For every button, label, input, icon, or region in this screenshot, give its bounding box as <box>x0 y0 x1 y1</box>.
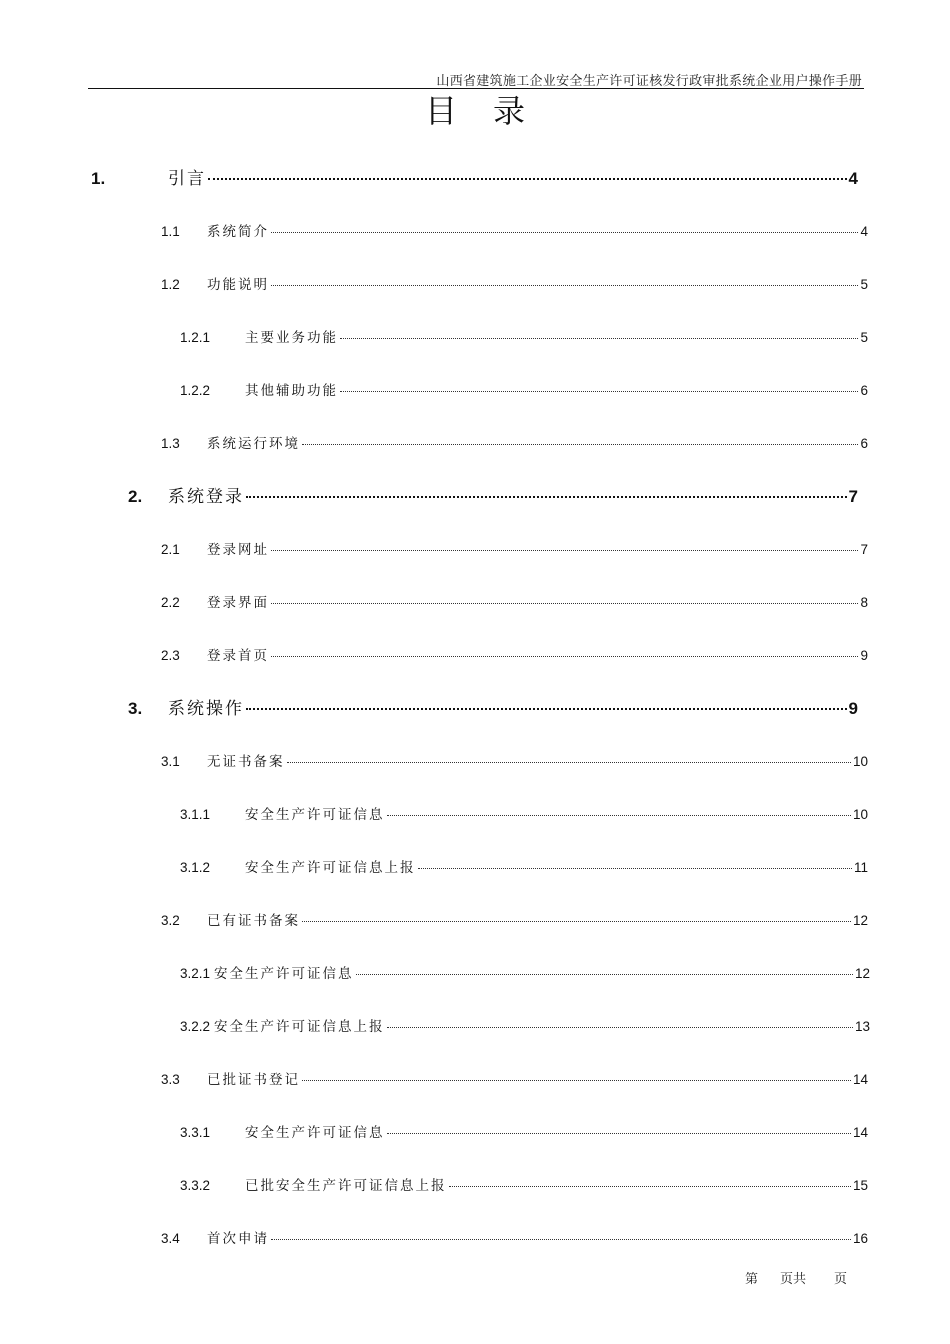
toc-entry-number: 2. <box>128 487 143 506</box>
header-title: 山西省建筑施工企业安全生产许可证核发行政审批系统企业用户操作手册 <box>436 74 862 89</box>
toc-entry-title: 主要业务功能 <box>245 330 338 346</box>
toc-entry[interactable] <box>180 1121 868 1141</box>
toc-dot-leader <box>271 603 858 604</box>
toc-entry-page: 8 <box>860 595 868 610</box>
toc-entry[interactable] <box>91 164 858 189</box>
toc-entry-number: 1.2 <box>161 277 180 292</box>
toc-entry-number: 1.2.2 <box>180 383 211 398</box>
toc-entry-title: 系统操作 <box>168 699 244 719</box>
toc-dot-leader <box>449 1186 851 1187</box>
toc-entry[interactable] <box>161 591 868 611</box>
toc-entry-page: 16 <box>852 1231 868 1246</box>
toc-entry-number: 3.4 <box>161 1231 180 1246</box>
toc-entry-page: 14 <box>852 1125 868 1140</box>
toc-entry[interactable] <box>180 379 868 399</box>
toc-entry[interactable] <box>161 432 868 452</box>
toc-dot-leader <box>246 708 847 710</box>
toc-entry-title: 已有证书备案 <box>207 913 300 929</box>
toc-dot-leader <box>387 1027 853 1028</box>
toc-entry[interactable] <box>180 962 870 982</box>
toc-entry[interactable] <box>180 803 868 823</box>
toc-entry-page: 4 <box>860 224 868 239</box>
toc-dot-leader <box>271 285 858 286</box>
toc-entry-title: 安全生产许可证信息 <box>214 966 354 982</box>
toc-entry-page: 10 <box>852 754 868 769</box>
toc-dot-leader <box>340 338 858 339</box>
toc-entry-page: 5 <box>860 330 868 345</box>
toc-entry[interactable] <box>128 694 858 719</box>
toc-entry-page: 7 <box>848 487 858 506</box>
toc-entry-page: 15 <box>852 1178 868 1193</box>
toc-entry-number: 1. <box>91 169 106 188</box>
page-footer <box>745 1268 847 1287</box>
footer-middle: 页共 <box>780 1272 807 1287</box>
toc-entry-number: 2.2 <box>161 595 180 610</box>
toc-entry[interactable] <box>180 1015 870 1035</box>
toc-dot-leader <box>208 178 847 180</box>
toc-entry-number: 3.1.1 <box>180 807 211 822</box>
toc-entry[interactable] <box>161 644 868 664</box>
toc-entry[interactable] <box>161 1227 868 1247</box>
toc-entry[interactable] <box>161 1068 868 1088</box>
toc-entry-number: 3.1.2 <box>180 860 211 875</box>
toc-entry-number: 3.2.1 <box>180 966 211 981</box>
toc-dot-leader <box>246 496 847 498</box>
toc-entry[interactable] <box>180 326 868 346</box>
toc-entry-page: 9 <box>848 699 858 718</box>
toc-entry-page: 4 <box>848 169 858 188</box>
toc-entry[interactable] <box>128 482 858 507</box>
toc-entry-title: 安全生产许可证信息上报 <box>245 860 416 876</box>
toc-dot-leader <box>302 1080 851 1081</box>
toc-entry-page: 6 <box>860 436 868 451</box>
footer-prefix: 第 <box>745 1272 759 1287</box>
toc-entry-title: 登录首页 <box>207 648 269 664</box>
toc-entry-page: 6 <box>860 383 868 398</box>
toc-entry-number: 2.1 <box>161 542 180 557</box>
toc-dot-leader <box>271 232 858 233</box>
toc-dot-leader <box>271 550 858 551</box>
toc-entry-title: 登录界面 <box>207 595 269 611</box>
toc-dot-leader <box>287 762 851 763</box>
toc-entry-title: 其他辅助功能 <box>245 383 338 399</box>
toc-entry-number: 1.1 <box>161 224 180 239</box>
toc-entry[interactable] <box>161 220 868 240</box>
toc-entry-page: 12 <box>854 966 870 981</box>
toc-entry-number: 3.1 <box>161 754 180 769</box>
toc-entry-number: 3.3.1 <box>180 1125 211 1140</box>
toc-entry-number: 3.3 <box>161 1072 180 1087</box>
toc-entry-title: 无证书备案 <box>207 754 285 770</box>
toc-entry[interactable] <box>161 538 868 558</box>
toc-dot-leader <box>302 921 851 922</box>
toc-entry-number: 3. <box>128 699 143 718</box>
toc-entry-number: 1.3 <box>161 436 180 451</box>
toc-entry-page: 13 <box>854 1019 870 1034</box>
toc-entry-title: 系统运行环境 <box>207 436 300 452</box>
toc-entry-number: 2.3 <box>161 648 180 663</box>
toc-entry-title: 系统简介 <box>207 224 269 240</box>
toc-entry-number: 3.2.2 <box>180 1019 211 1034</box>
toc-entry-number: 1.2.1 <box>180 330 211 345</box>
toc-dot-leader <box>340 391 858 392</box>
toc-entry-number: 3.3.2 <box>180 1178 211 1193</box>
toc-entry[interactable] <box>180 856 868 876</box>
toc-entry-page: 12 <box>852 913 868 928</box>
toc-entry-page: 5 <box>860 277 868 292</box>
toc-entry-title: 系统登录 <box>168 487 244 507</box>
toc-entry-title: 安全生产许可证信息 <box>245 1125 385 1141</box>
toc-entry-page: 10 <box>852 807 868 822</box>
toc-entry-title: 安全生产许可证信息 <box>245 807 385 823</box>
toc-entry[interactable] <box>180 1174 868 1194</box>
toc-entry-title: 已批证书登记 <box>207 1072 300 1088</box>
toc-entry-number: 3.2 <box>161 913 180 928</box>
toc-entry-page: 9 <box>860 648 868 663</box>
toc-dot-leader <box>387 1133 851 1134</box>
toc-entry[interactable] <box>161 909 868 929</box>
toc-entry-title: 已批安全生产许可证信息上报 <box>245 1178 447 1194</box>
toc-entry-title: 安全生产许可证信息上报 <box>214 1019 385 1035</box>
toc-dot-leader <box>271 1239 851 1240</box>
toc-entry-page: 7 <box>860 542 868 557</box>
toc-entry-page: 14 <box>852 1072 868 1087</box>
toc-entry[interactable] <box>161 750 868 770</box>
toc-entry-title: 功能说明 <box>207 277 269 293</box>
footer-suffix: 页 <box>834 1272 848 1287</box>
toc-entry-page: 11 <box>853 860 868 875</box>
toc-entry-title: 引言 <box>168 169 206 189</box>
toc-dot-leader <box>387 815 851 816</box>
toc-dot-leader <box>418 868 852 869</box>
toc-entry-title: 登录网址 <box>207 542 269 558</box>
toc-entry-title: 首次申请 <box>207 1231 269 1247</box>
page-title: 目录 <box>424 92 561 130</box>
toc-dot-leader <box>302 444 858 445</box>
toc-entry[interactable] <box>161 273 868 293</box>
toc-dot-leader <box>356 974 853 975</box>
toc-dot-leader <box>271 656 858 657</box>
